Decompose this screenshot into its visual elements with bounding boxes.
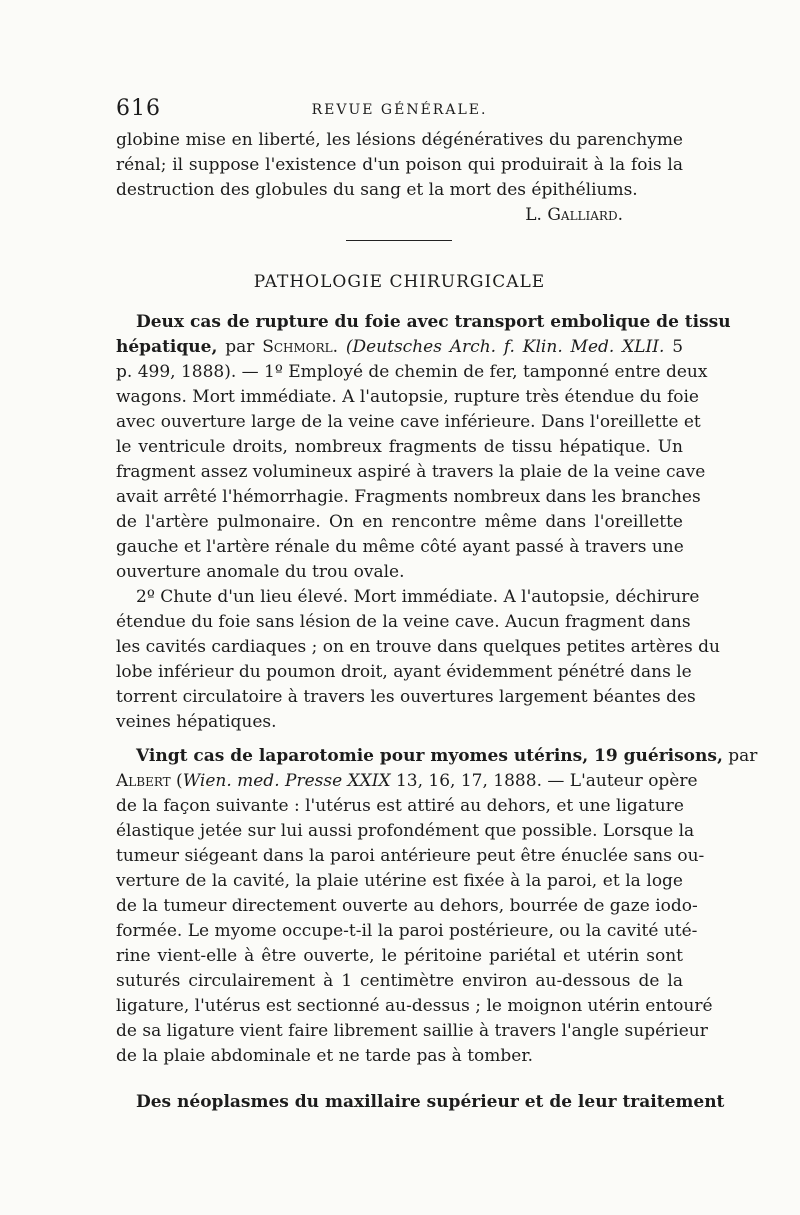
journal-details: 13, 16, 17, 1888. — L'auteur opère [390,771,698,791]
body-line: lobe inférieur du poumon droit, ayant évidemment pénétré dans le [116,662,692,682]
body-line: formée. Le myome occupe-t-il la paroi postérieure, ou la cavité uté- [116,921,698,941]
body-line: rine vient-elle à être ouverte, le péritoine pariétal et utérin sont [116,946,683,966]
body-line: élastique jetée sur lui aussi profondément que possible. Lorsque la [116,821,695,841]
body-line: ligature, l'utérus est sectionné au-dessus ; le moignon utérin entouré [116,996,713,1016]
intro-line: destruction des globules du sang et la mort des épithéliums. [116,180,638,200]
body-line: de sa ligature vient faire librement saillie à travers l'angle supérieur [116,1021,708,1041]
body-line: avait arrêté l'hémorrhagie. Fragments nombreux dans les branches [116,487,701,507]
author-signature: L. Galliard. [525,205,623,225]
by-word: par [217,337,263,357]
body-line: avec ouverture large de la veine cave inférieure. Dans l'oreillette et [116,412,701,432]
journal-reference: (Deutsches Arch. f. Klin. Med. XLII. [345,337,665,357]
by-word: par [722,746,758,766]
body-line: ouverture anomale du trou ovale. [116,562,405,582]
running-title: REVUE GÉNÉRALE. [311,102,488,118]
article-title-line [116,744,758,769]
body-line: de la façon suivante : l'utérus est attiré au dehors, et une ligature [116,796,684,816]
article-title-continued: hépatique, [116,337,218,357]
intro-line: rénal; il suppose l'existence d'un poison qui produirait à la fois la [116,155,683,175]
article-citation-line [116,335,683,360]
page-header [116,96,683,126]
body-line: 2º Chute d'un lieu élevé. Mort immédiate. A l'autopsie, déchirure [136,587,700,607]
article-author: Albert [116,771,171,791]
section-divider [346,240,452,241]
article-title: Vingt cas de laparotomie pour myomes utérins, 19 guérisons, [136,746,723,766]
intro-line: globine mise en liberté, les lésions dégénératives du parenchyme [116,130,683,150]
body-line: étendue du foie sans lésion de la veine cave. Aucun fragment dans [116,612,691,632]
open-paren: ( [170,771,183,791]
body-line: tumeur siégeant dans la paroi antérieure peut être énuclée sans ou- [116,846,705,866]
body-line: torrent circulatoire à travers les ouvertures largement béantes des [116,687,696,707]
article-author: Schmorl. [262,337,339,357]
body-line: veines hépatiques. [116,712,277,732]
body-line: les cavités cardiaques ; on en trouve dans quelques petites artères du [116,637,720,657]
body-line: gauche et l'artère rénale du même côté ayant passé à travers une [116,537,684,557]
body-line: wagons. Mort immédiate. A l'autopsie, rupture très étendue du foie [116,387,699,407]
body-line: le ventricule droits, nombreux fragments de tissu hépatique. Un [116,437,683,457]
page-number: 616 [116,96,161,121]
article-title: Des néoplasmes du maxillaire supérieur et de leur traitement [136,1092,725,1112]
article-laparotomy [116,744,758,1069]
article-title: Deux cas de rupture du foie avec transport embolique de tissu [136,312,731,332]
body-line: de la tumeur directement ouverte au dehors, bourrée de gaze iodo- [116,896,698,916]
body-line: suturés circulairement à 1 centimètre environ au-dessous de la [116,971,683,991]
journal-number: 5 [664,337,684,357]
body-line: de l'artère pulmonaire. On en rencontre même dans l'oreillette [116,512,683,532]
section-title: PATHOLOGIE CHIRURGICALE [253,272,546,292]
intro-paragraph [116,128,683,228]
journal-reference: Wien. med. Presse XXIX [182,771,391,791]
article-maxillary [116,1090,725,1115]
article-liver-rupture [116,310,731,735]
body-line: verture de la cavité, la plaie utérine est fixée à la paroi, et la loge [116,871,683,891]
body-line: p. 499, 1888). — 1º Employé de chemin de fer, tamponné entre deux [116,362,708,382]
body-line: de la plaie abdominale et ne tarde pas à tomber. [116,1046,533,1066]
body-line: fragment assez volumineux aspiré à travers la plaie de la veine cave [116,462,706,482]
article-citation-line [116,769,698,794]
